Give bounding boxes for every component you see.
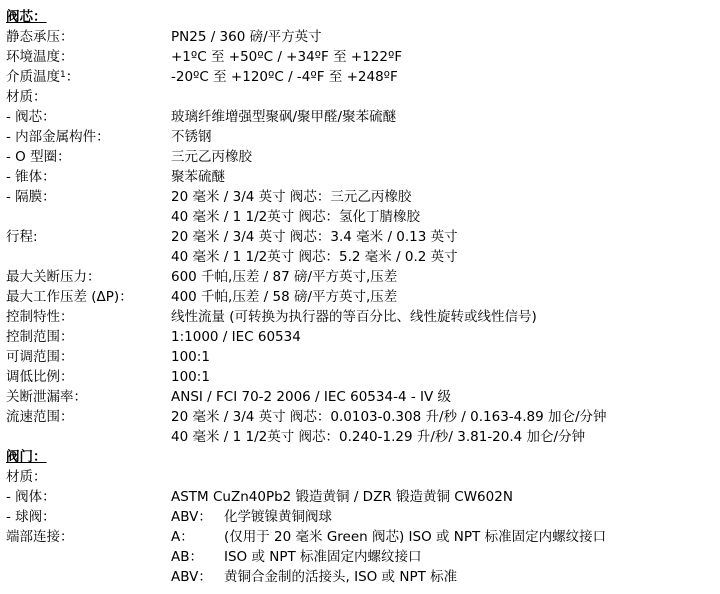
variant-code: AB： <box>171 549 203 565</box>
spec-value <box>171 567 457 587</box>
spec-value: -20ºC 至 +120ºC / -4ºF 至 +248ºF <box>171 69 398 85</box>
variant-code: ABV： <box>171 509 212 525</box>
spec-label: 材质： <box>6 89 47 105</box>
spec-value: 40 毫米 / 1 1/2英寸 阀芯：0.240-1.29 升/秒/ 3.81-20.4 加仑/分钟 <box>171 429 586 445</box>
spec-label: - 内部金属构件： <box>6 129 110 145</box>
spec-label: - O 型圈： <box>6 149 71 165</box>
variant-value: ISO 或 NPT 标准固定内螺纹接口 <box>224 549 422 565</box>
spec-label: 调低比例： <box>6 369 74 385</box>
spec-label: - 隔膜： <box>6 189 56 205</box>
spec-value: 1:1000 / IEC 60534 <box>171 329 301 345</box>
spec-value: ANSI / FCI 70-2 2006 / IEC 60534-4 - IV 级 <box>171 389 451 405</box>
spec-label: 端部连接： <box>6 529 74 545</box>
spec-label: - 阀芯： <box>6 109 56 125</box>
spec-label: 行程: <box>6 229 38 245</box>
spec-value: 20 毫米 / 3/4 英寸 阀芯：3.4 毫米 / 0.13 英寸 <box>171 229 458 245</box>
spec-label: 最大关断压力： <box>6 269 101 285</box>
footnote-marker: 1 <box>60 70 66 80</box>
spec-value: 20 毫米 / 3/4 英寸 阀芯：三元乙丙橡胶 <box>171 189 412 205</box>
spec-value <box>171 547 422 567</box>
variant-value: 化学镀镍黄铜阀球 <box>224 509 332 525</box>
variant-code: A： <box>171 529 194 545</box>
spec-label: 关断泄漏率： <box>6 389 87 405</box>
spec-label: 控制范围： <box>6 329 74 345</box>
spec-value: 400 千帕,压差 / 58 磅/平方英寸,压差 <box>171 289 398 305</box>
spec-label: 控制特性： <box>6 309 74 325</box>
spec-value: 100:1 <box>171 369 210 385</box>
valve-title: 阀门： <box>6 449 47 465</box>
spec-label: - 球阀： <box>6 509 56 525</box>
spec-label: - 锥体： <box>6 169 56 185</box>
variant-value: (仅用于 20 毫米 Green 阀芯) ISO 或 NPT 标准固定内螺纹接口 <box>224 529 607 545</box>
variant-code: ABV： <box>171 569 212 585</box>
spec-value: 线性流量 (可转换为执行器的等百分比、线性旋转或线性信号) <box>171 309 537 325</box>
medium-temp-label-text: 介质温度 <box>6 69 60 85</box>
spec-value <box>171 527 606 547</box>
label-colon: ： <box>65 69 80 85</box>
spec-value: 三元乙丙橡胶 <box>171 149 252 165</box>
spec-value: 100:1 <box>171 349 210 365</box>
variant-value: 黄铜合金制的活接头, ISO 或 NPT 标准 <box>224 569 458 585</box>
spec-value: 40 毫米 / 1 1/2英寸 阀芯：5.2 毫米 / 0.2 英寸 <box>171 249 458 265</box>
spec-label: 流速范围： <box>6 409 74 425</box>
spec-value: PN25 / 360 磅/平方英寸 <box>171 29 322 45</box>
spec-value: 不锈钢 <box>171 129 212 145</box>
valve-core-title: 阀芯： <box>6 9 47 25</box>
spec-value: 20 毫米 / 3/4 英寸 阀芯：0.0103-0.308 升/秒 / 0.163-4.89 加仑/分钟 <box>171 409 607 425</box>
spec-label: 静态承压： <box>6 29 74 45</box>
spec-label: 最大工作压差 (ΔP)： <box>6 289 133 305</box>
spec-label <box>6 67 79 87</box>
spec-value: ASTM CuZn40Pb2 锻造黄铜 / DZR 锻造黄铜 CW602N <box>171 489 513 505</box>
spec-value: 聚苯硫醚 <box>171 169 225 185</box>
spec-value <box>171 507 332 527</box>
spec-value: 600 千帕,压差 / 87 磅/平方英寸,压差 <box>171 269 398 285</box>
spec-label: 可调范围： <box>6 349 74 365</box>
spec-label: 环境温度： <box>6 49 74 65</box>
spec-value: +1ºC 至 +50ºC / +34ºF 至 +122ºF <box>171 49 403 65</box>
spec-value: 40 毫米 / 1 1/2英寸 阀芯：氢化丁腈橡胶 <box>171 209 420 225</box>
spec-label: 材质： <box>6 469 47 485</box>
spec-value: 玻璃纤维增强型聚砜/聚甲醛/聚苯硫醚 <box>171 109 397 125</box>
spec-label: - 阀体： <box>6 489 56 505</box>
